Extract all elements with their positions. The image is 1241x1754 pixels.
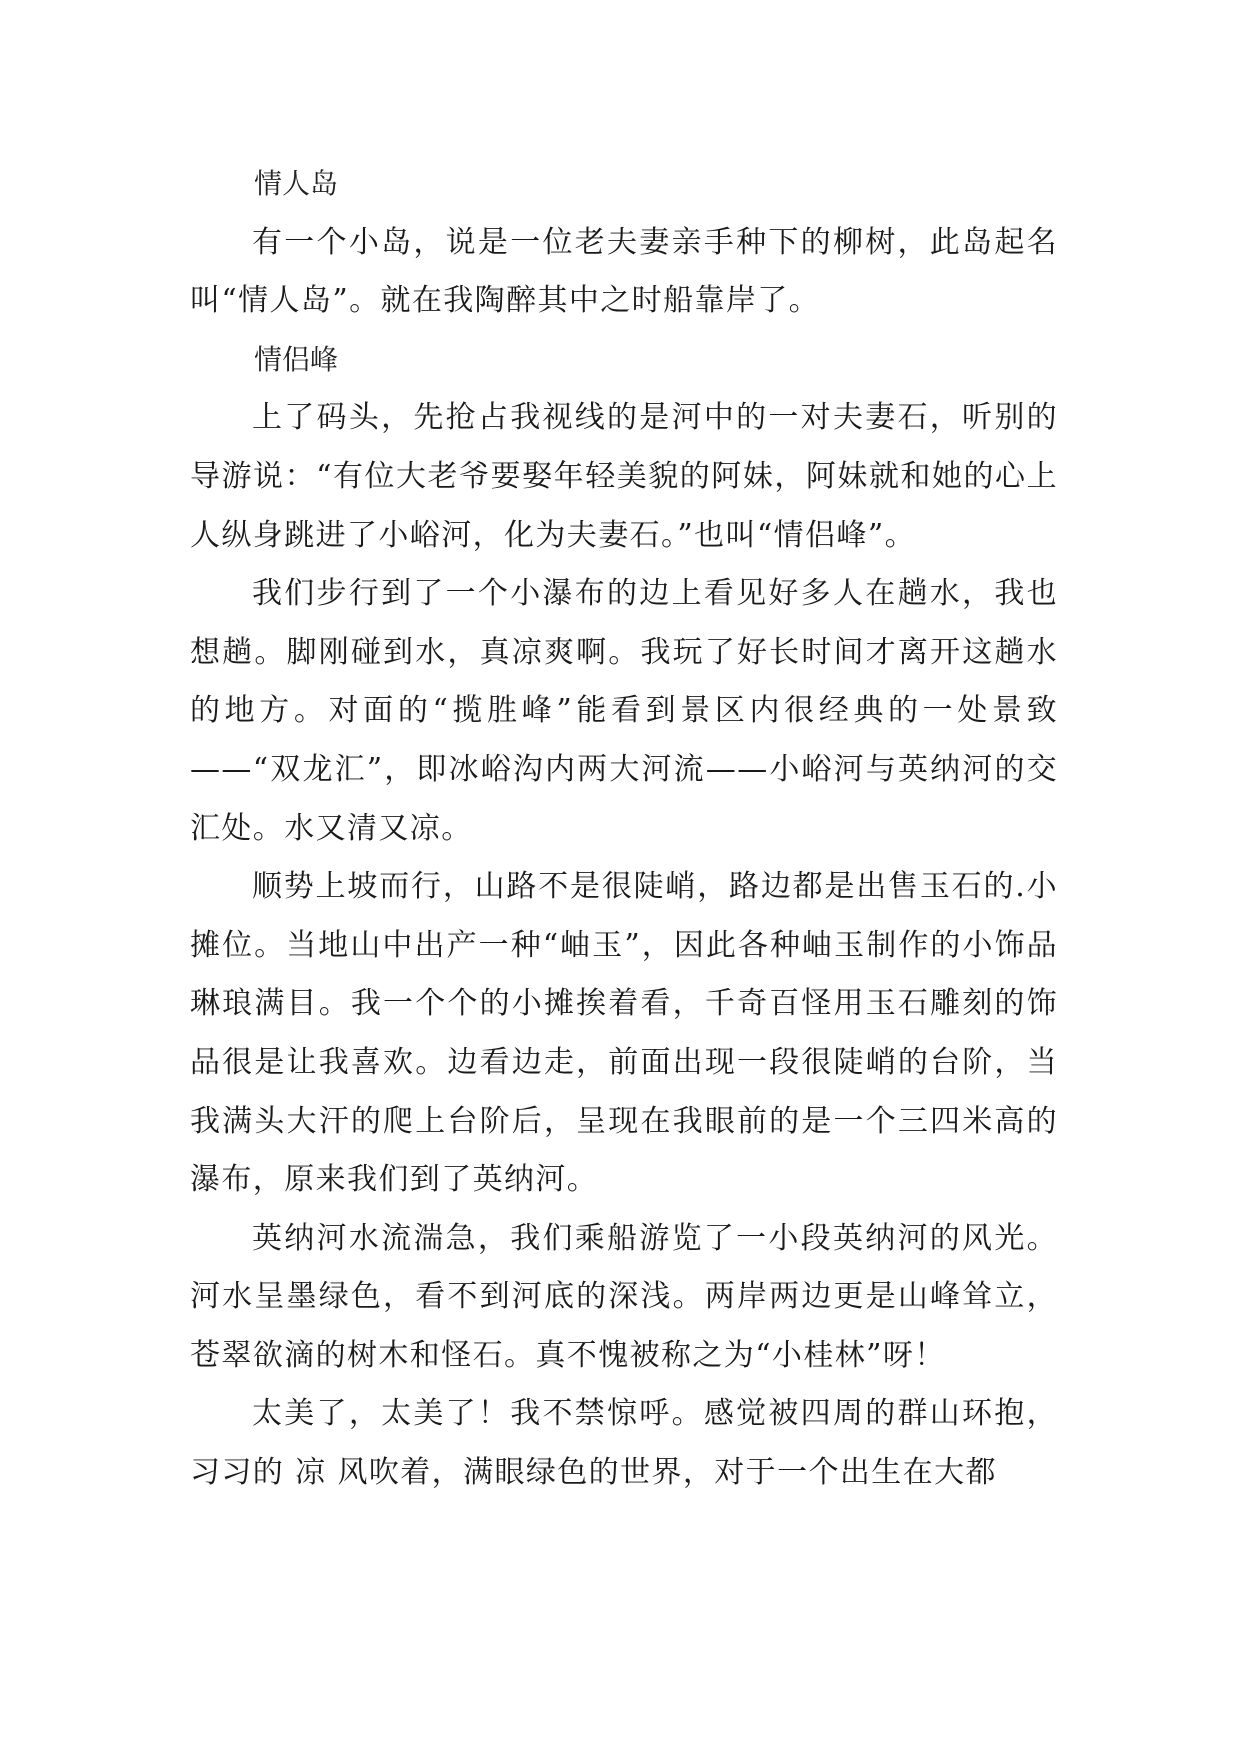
paragraph-yingna-river: 英纳河水流湍急，我们乘船游览了一小段英纳河的风光。河水呈墨绿色，看不到河底的深浅。两岸两边更是山峰耸立，苍翠欲滴的树木和怪石。真不愧被称之为“小桂林”呀！ xyxy=(190,1220,1058,1373)
section-heading-couple-peak: 情侣峰 xyxy=(254,342,339,376)
section-heading-lovers-island: 情人岛 xyxy=(254,167,339,200)
document-body xyxy=(190,155,1058,1503)
paragraph-lovers-island: 有一个小岛，说是一位老夫妻亲手种下的柳树，此岛起名叫“情人岛”。就在我陶醉其中之时船靠岸了。 xyxy=(190,224,1058,319)
paragraph-mountains: 太美了，太美了！我不禁惊呼。感觉被四周的群山环抱，习习的 凉 风吹着，满眼绿色的世界，对于一个出生在大都 xyxy=(190,1396,1058,1491)
paragraph-waterfall-wading: 我们步行到了一个小瀑布的边上看见好多人在趟水，我也想趟。脚刚碰到水，真凉爽啊。我玩了好长时间才离开这趟水的地方。对面的“揽胜峰”能看到景区内很经典的一处景致——“双龙汇”，即冰峪沟内两大河流——小峪河与英纳河的交汇处。水又清又凉。 xyxy=(190,576,1058,846)
paragraph-couple-peak: 上了码头，先抢占我视线的是河中的一对夫妻石，听别的导游说：“有位大老爷要娶年轻美貌的阿妹，阿妹就和她的心上人纵身跳进了小峪河，化为夫妻石。”也叫“情侣峰”。 xyxy=(190,400,1058,553)
paragraph-jade-stalls: 顺势上坡而行，山路不是很陡峭，路边都是出售玉石的.小摊位。当地山中出产一种“岫玉”，因此各种岫玉制作的小饰品琳琅满目。我一个个的小摊挨着看，千奇百怪用玉石雕刻的饰品很是让我喜欢。边看边走，前面出现一段很陡峭的台阶，当我满头大汗的爬上台阶后，呈现在我眼前的是一个三四米高的瀑布，原来我们到了英纳河。 xyxy=(190,869,1058,1198)
